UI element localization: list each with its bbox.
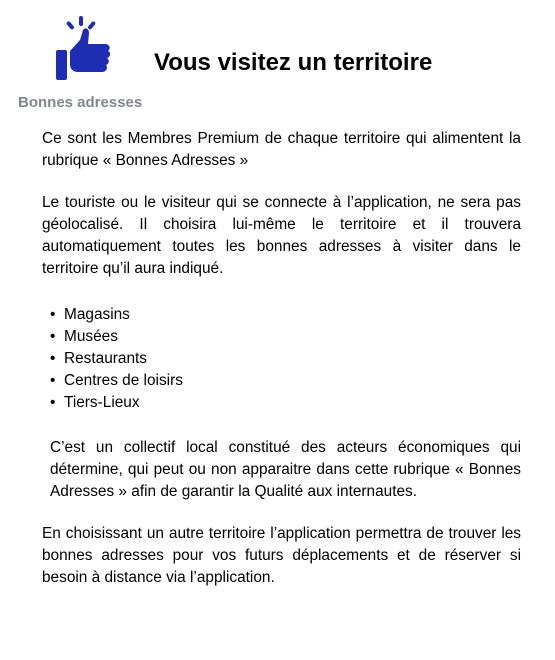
list-item-label: Restaurants (64, 350, 147, 367)
list-item (50, 304, 521, 326)
other-territory-paragraph: En choisissant un autre territoire l’application permettra de trouver les bonnes adresses pour vos futurs déplacements et de réserver si besoin à distance via l’application. (42, 525, 521, 586)
page-title: Vous visitez un territoire (154, 49, 433, 76)
category-list (42, 304, 521, 414)
thumbs-up-icon (52, 14, 114, 82)
list-item-label: Musées (64, 328, 118, 345)
section-label: Bonnes adresses (18, 94, 143, 111)
list-item-label: Centres de loisirs (64, 372, 183, 389)
bullet-icon: • (50, 372, 56, 389)
bullet-icon: • (50, 350, 56, 367)
bullet-icon: • (50, 394, 56, 411)
list-item (50, 326, 521, 348)
bullet-icon: • (50, 306, 56, 323)
list-item (50, 370, 521, 392)
visitor-paragraph: Le touriste ou le visiteur qui se connecte à l’application, ne sera pas géolocalisé. Il choisira lui-même le territoire et il trouvera automatiquement toutes les bonnes adresses à visiter dans le territoire qu’il aura indiqué. (42, 194, 521, 277)
list-item (50, 392, 521, 414)
list-item-label: Magasins (64, 306, 130, 323)
collective-paragraph: C’est un collectif local constitué des acteurs économiques qui détermine, qui peut ou non apparaitre dans cette rubrique « Bonnes Adresses » afin de garantir la Qualité aux internautes. (50, 439, 521, 500)
intro-paragraph: Ce sont les Membres Premium de chaque territoire qui alimentent la rubrique « Bonnes Adresses » (42, 130, 521, 169)
list-item-label: Tiers-Lieux (64, 394, 140, 411)
list-item (50, 348, 521, 370)
main-content (42, 128, 521, 589)
bullet-icon: • (50, 328, 56, 345)
